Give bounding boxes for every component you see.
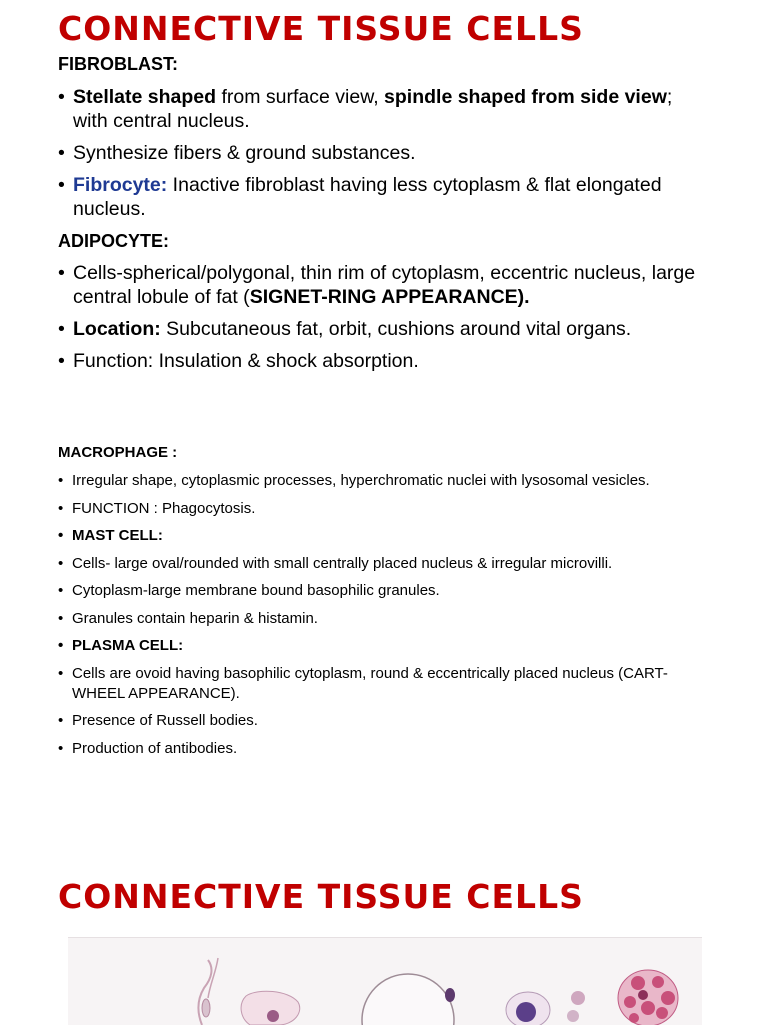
list-item: • Presence of Russell bodies. (58, 711, 718, 731)
bold-text: SIGNET-RING APPEARANCE). (249, 286, 530, 309)
small-cell-drawing (567, 1010, 579, 1022)
macrophage-heading: MACROPHAGE : (58, 444, 178, 461)
text: ; with central nucleus. (73, 85, 673, 132)
text: Inactive fibroblast having less cytoplasm & flat elongated nucleus. (73, 173, 662, 220)
list-item: • Cytoplasm-large membrane bound basophilic granules. (58, 581, 718, 601)
list-item (58, 85, 708, 133)
list-item (58, 173, 708, 221)
bold-text: spindle shaped from side view (384, 85, 667, 108)
adipocyte-drawing (362, 974, 454, 1025)
text: from surface view, (216, 85, 385, 108)
list-item: • Irregular shape, cytoplasmic processes, hyperchromatic nuclei with lysosomal vesicles. (58, 471, 718, 491)
adipocyte-list (58, 261, 708, 373)
list-item: • PLASMA CELL: (58, 636, 718, 656)
cells-list (58, 471, 718, 759)
list-item: • Cells are ovoid having basophilic cytoplasm, round & eccentrically placed nucleus (CART-WHEEL APPEARANCE). (58, 664, 718, 704)
small-cell-drawing (571, 991, 585, 1005)
fibroblast-nucleus (202, 999, 210, 1017)
fibroblast-heading: FIBROBLAST: (58, 54, 178, 74)
list-item (58, 261, 708, 309)
list-item (58, 317, 708, 341)
list-item: • Synthesize fibers & ground substances. (58, 141, 708, 165)
list-item: • Granules contain heparin & histamin. (58, 609, 718, 629)
list-item: • Production of antibodies. (58, 739, 718, 759)
mast-cell-drawing (618, 970, 678, 1025)
fibrocyte-term: Fibrocyte: (73, 173, 168, 196)
list-item: • FUNCTION : Phagocytosis. (58, 499, 718, 519)
fibroblast-list (58, 85, 708, 221)
macrophage-nucleus (267, 1010, 279, 1022)
fibroblast-adipocyte-section (58, 54, 708, 383)
list-item: • Function: Insulation & shock absorption. (58, 349, 708, 373)
adipocyte-heading: ADIPOCYTE: (58, 230, 170, 251)
adipocyte-nucleus (445, 988, 455, 1002)
second-page-title: CONNECTIVE TISSUE CELLS (58, 877, 584, 916)
plasma-cell-nucleus (516, 1002, 536, 1022)
bold-text: Stellate shaped (73, 85, 217, 108)
list-item: • MAST CELL: (58, 526, 718, 546)
text: Subcutaneous fat, orbit, cushions around vital organs. (160, 318, 632, 341)
page-title: CONNECTIVE TISSUE CELLS (58, 9, 584, 48)
text: Cells-spherical/polygonal, thin rim of cytoplasm, eccentric nucleus, large central lobule of fat ( (73, 262, 696, 309)
cells-illustration (68, 937, 702, 1025)
macrophage-mast-plasma-section (58, 444, 718, 766)
bold-text: Location: (73, 318, 161, 341)
list-item: • Cells- large oval/rounded with small centrally placed nucleus & irregular microvilli. (58, 554, 718, 574)
cells-illustration-svg (68, 938, 702, 1025)
